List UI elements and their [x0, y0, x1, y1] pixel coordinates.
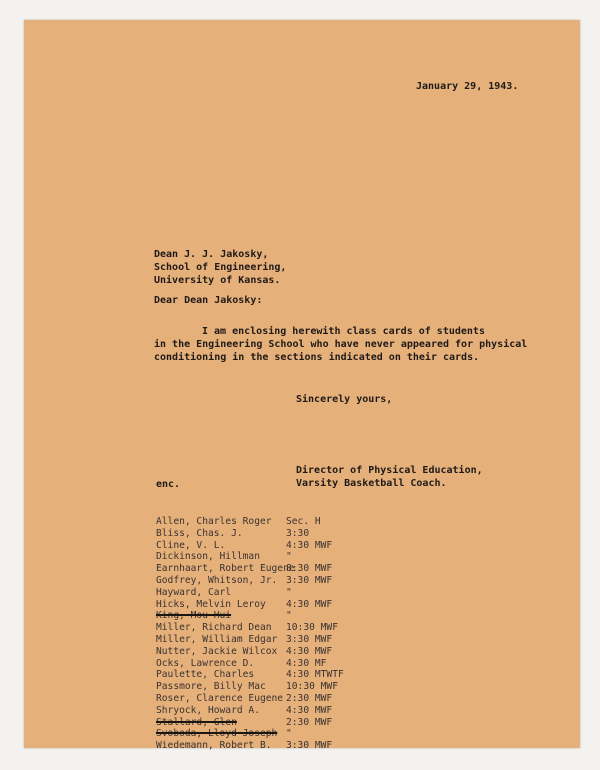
roster-row [156, 587, 456, 599]
student-name: Roser, Clarence Eugene [156, 692, 284, 704]
section-schedule: 3:30 MWF [286, 574, 333, 586]
salutation: Dear Dean Jakosky: [154, 295, 263, 306]
student-name: Passmore, Billy Mac [156, 681, 266, 693]
section-schedule: 4:30 MWF [286, 645, 333, 657]
roster-row [156, 551, 456, 563]
roster-row [156, 540, 456, 552]
roster-row [156, 728, 456, 740]
signature-line: Varsity Basketball Coach. [296, 478, 447, 489]
student-roster [156, 516, 456, 752]
recipient-address [154, 249, 286, 288]
letter-date: January 29, 1943. [416, 81, 519, 92]
body-line: conditioning in the sections indicated on their cards. [154, 352, 480, 363]
student-name: Bliss, Chas. J. [156, 527, 243, 539]
student-name: Hayward, Carl [156, 586, 232, 598]
section-schedule: 3:30 MWF [286, 633, 333, 645]
roster-row [156, 563, 456, 575]
address-line: University of Kansas. [154, 275, 281, 286]
section-schedule: 4:30 MTWTF [286, 669, 344, 681]
roster-row [156, 658, 456, 670]
section-schedule: 4:30 MWF [286, 539, 333, 551]
section-schedule: 4:30 MWF [286, 704, 333, 716]
student-name: Nutter, Jackie Wilcox [156, 645, 278, 657]
address-line: School of Engineering, [154, 262, 287, 273]
section-schedule: " [286, 551, 292, 563]
closing: Sincerely yours, [296, 394, 393, 405]
roster-row [156, 599, 456, 611]
student-name: King, Mou-Hui [156, 610, 232, 622]
section-schedule: Sec. H [286, 516, 321, 527]
student-name: Cline, V. L. [156, 539, 226, 551]
roster-row [156, 634, 456, 646]
body-line: I am enclosing herewith class cards of students [202, 326, 485, 337]
student-name: Shryock, Howard A. [156, 704, 260, 716]
letter-body [154, 326, 527, 365]
section-schedule: 3:30 [286, 527, 310, 539]
roster-row [156, 669, 456, 681]
section-schedule: 10:30 MWF [286, 681, 338, 693]
roster-row [156, 516, 456, 528]
section-schedule: 2:30 MWF [286, 692, 333, 704]
section-schedule: 4:30 MF [286, 657, 327, 669]
body-line: in the Engineering School who have never appeared for physical [154, 339, 528, 350]
roster-row [156, 681, 456, 693]
student-name: Godfrey, Whitson, Jr. [156, 574, 278, 586]
roster-row [156, 705, 456, 717]
signature-block [296, 465, 483, 491]
section-schedule: 10:30 MWF [286, 622, 338, 634]
section-schedule: " [286, 586, 292, 598]
roster-row [156, 622, 456, 634]
section-schedule: 3:30 MWF [286, 740, 333, 752]
roster-row [156, 646, 456, 658]
student-name: Paulette, Charles [156, 669, 255, 681]
roster-row [156, 575, 456, 587]
roster-row [156, 740, 456, 752]
signature-line: Director of Physical Education, [296, 465, 483, 476]
letter-page [24, 20, 580, 752]
student-name: Ocks, Lawrence D. [156, 657, 255, 669]
section-schedule: 4:30 MWF [286, 598, 333, 610]
enclosure-note: enc. [156, 479, 181, 490]
student-name: Miller, Richard Dean [156, 622, 272, 634]
student-name: Wiedemann, Robert B. [156, 740, 272, 752]
roster-row [156, 717, 456, 729]
student-name: Svoboda, Lloyd Joseph [156, 728, 278, 740]
student-name: Earnhaart, Robert Eugene [156, 563, 295, 575]
student-name: Stallard, Glen [156, 716, 237, 728]
roster-row [156, 610, 456, 622]
student-name: Miller, William Edgar [156, 633, 278, 645]
roster-row [156, 693, 456, 705]
section-schedule: 2:30 MWF [286, 716, 333, 728]
section-schedule: 8:30 MWF [286, 563, 333, 575]
address-line: Dean J. J. Jakosky, [154, 249, 269, 260]
student-name: Dickinson, Hillman [156, 551, 260, 563]
student-name: Allen, Charles Roger [156, 516, 272, 527]
student-name: Hicks, Melvin Leroy [156, 598, 266, 610]
roster-row [156, 528, 456, 540]
section-schedule: " [286, 610, 292, 622]
section-schedule: " [286, 728, 292, 740]
